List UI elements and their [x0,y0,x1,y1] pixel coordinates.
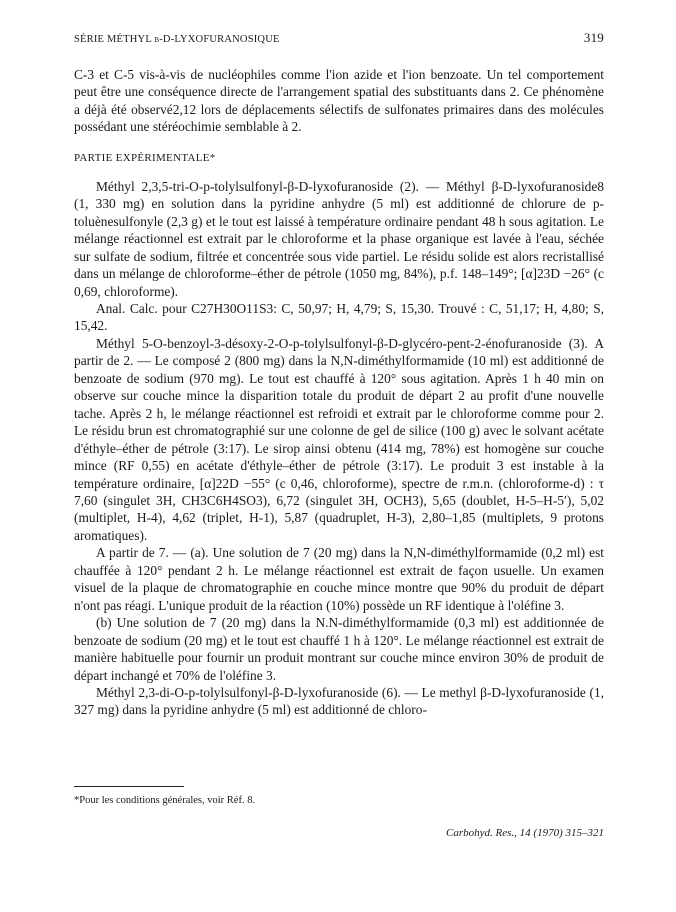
paragraph-compound-6: Méthyl 2,3-di-O-p-tolylsulfonyl-β-D-lyxofuranoside (6). — Le methyl β-D-lyxofuranoside (1, 327 mg) dans la pyridine anhydre (5 ml) est additionné de chloro- [74,684,604,718]
paragraph-from-7-a: A partir de 7. — (a). Une solution de 7 (20 mg) dans la N,N-diméthylformamide (0,2 ml) est chauffée à 120° pendant 2 h. Le mélange réactionnel est extrait de façon usuelle. Un examen visuel de la plaque de chromatographie en couche mince montre que 90% du produit de départ n'ont pas réagi. L'unique produit de la réaction (10%) possède un RF identique à l'oléfine 3. [74,545,604,613]
journal-reference: Carbohyd. Res., 14 (1970) 315–321 [446,827,604,839]
intro-paragraph: C-3 et C-5 vis-à-vis de nucléophiles comme l'ion azide et l'ion benzoate. Un tel comportement peut être une conséquence directe de l'arrangement spatial des substituants dans 2. Ce phénomène a déjà été observé2,12 lors de déplacements sélectifs de sulfonates primaires dans des molécules possédant une stéréochimie semblable à 2. [74,67,604,135]
paragraph-compound-2: Méthyl 2,3,5-tri-O-p-tolylsulfonyl-β-D-lyxofuranoside (2). — Méthyl β-D-lyxofuranoside8 (1, 330 mg) en solution dans la pyridine anhydre (5 ml) est additionné de chlorure de p-toluènesulfonyle (2,3 g) et le tout est laissé à température ordinaire pendant 48 h sous agitation. Le mélange réactionnel est extrait par le chloroforme et la phase organique est lavée à l'eau, séchée sur sulfate de sodium, filtrée et concentrée sous vide partiel. Le résidu solide est alors recristallisé dans un mélange de chloroforme–éther de pétrole (1050 mg, 84%), p.f. 148–149°; [α]23D −26° (c 0,69, chloroforme). [74,178,604,299]
section-title: PARTIE EXPÉRIMENTALE* [74,151,216,164]
running-title: SÉRIE MÉTHYL β-D-LYXOFURANOSIQUE [74,34,280,45]
paragraph-analysis: Anal. Calc. pour C27H30O11S3: C, 50,97; H, 4,79; S, 15,30. Trouvé : C, 51,17; H, 4,80; S, 15,42. [74,300,604,334]
paragraph-compound-3: Méthyl 5-O-benzoyl-3-désoxy-2-O-p-tolylsulfonyl-β-D-glycéro-pent-2-énofuranoside (3). A partir de 2. — Le composé 2 (800 mg) dans la N,N-diméthylformamide (10 ml) est additionné de benzoate de sodium (970 mg). Le tout est chauffé à 120° sous agitation. Après 1 h 40 min on observe sur couche mince la disparition totale du produit de départ 2 au profit d'une nouvelle tache. Après 2 h, le mélange réactionnel est refroidi et extrait par le chloroforme comme pour 2. Le résidu brun est chromatographié sur une colonne de gel de silice (100 g) avec le solvant acétate d'éthyle–éther de pétrole (3:17). Le sirop ainsi obtenu (414 mg, 78%) est homogène sur couche mince (RF 0,55) en acétate d'éthyle–éther de pétrole (3:17). Le produit 3 est instable à la température ordinaire, [α]22D −55° (c 0,46, chloroforme), spectre de r.m.n. (chloroforme-d) : τ 7,60 (singulet 3H, CH3C6H4SO3), 6,72 (singulet 3H, OCH3), 5,65 (doublet, H-5–H-5′), 5,02 (multiplet, H-4), 4,62 (triplet, H-1), 5,87 (quadruplet, H-3), 2,80–1,85 (multiplets, 9 protons aromatiques). [74,335,604,543]
page [74,30,604,719]
running-header [74,30,604,50]
footnote: *Pour les conditions générales, voir Réf. 8. [74,795,256,806]
paragraph-from-7-b: (b) Une solution de 7 (20 mg) dans la N.N-diméthylformamide (0,3 ml) est additionnée de benzoate de sodium (20 mg) et le tout est chauffé 1 h à 120°. Le mélange réactionnel est extrait de manière habituelle pour fournir un produit montrant sur couche mince environ 30% de produit de départ inchangé et 70% de l'oléfine 3. [74,615,604,683]
page-number: 319 [583,30,604,45]
footnote-rule [74,786,184,787]
